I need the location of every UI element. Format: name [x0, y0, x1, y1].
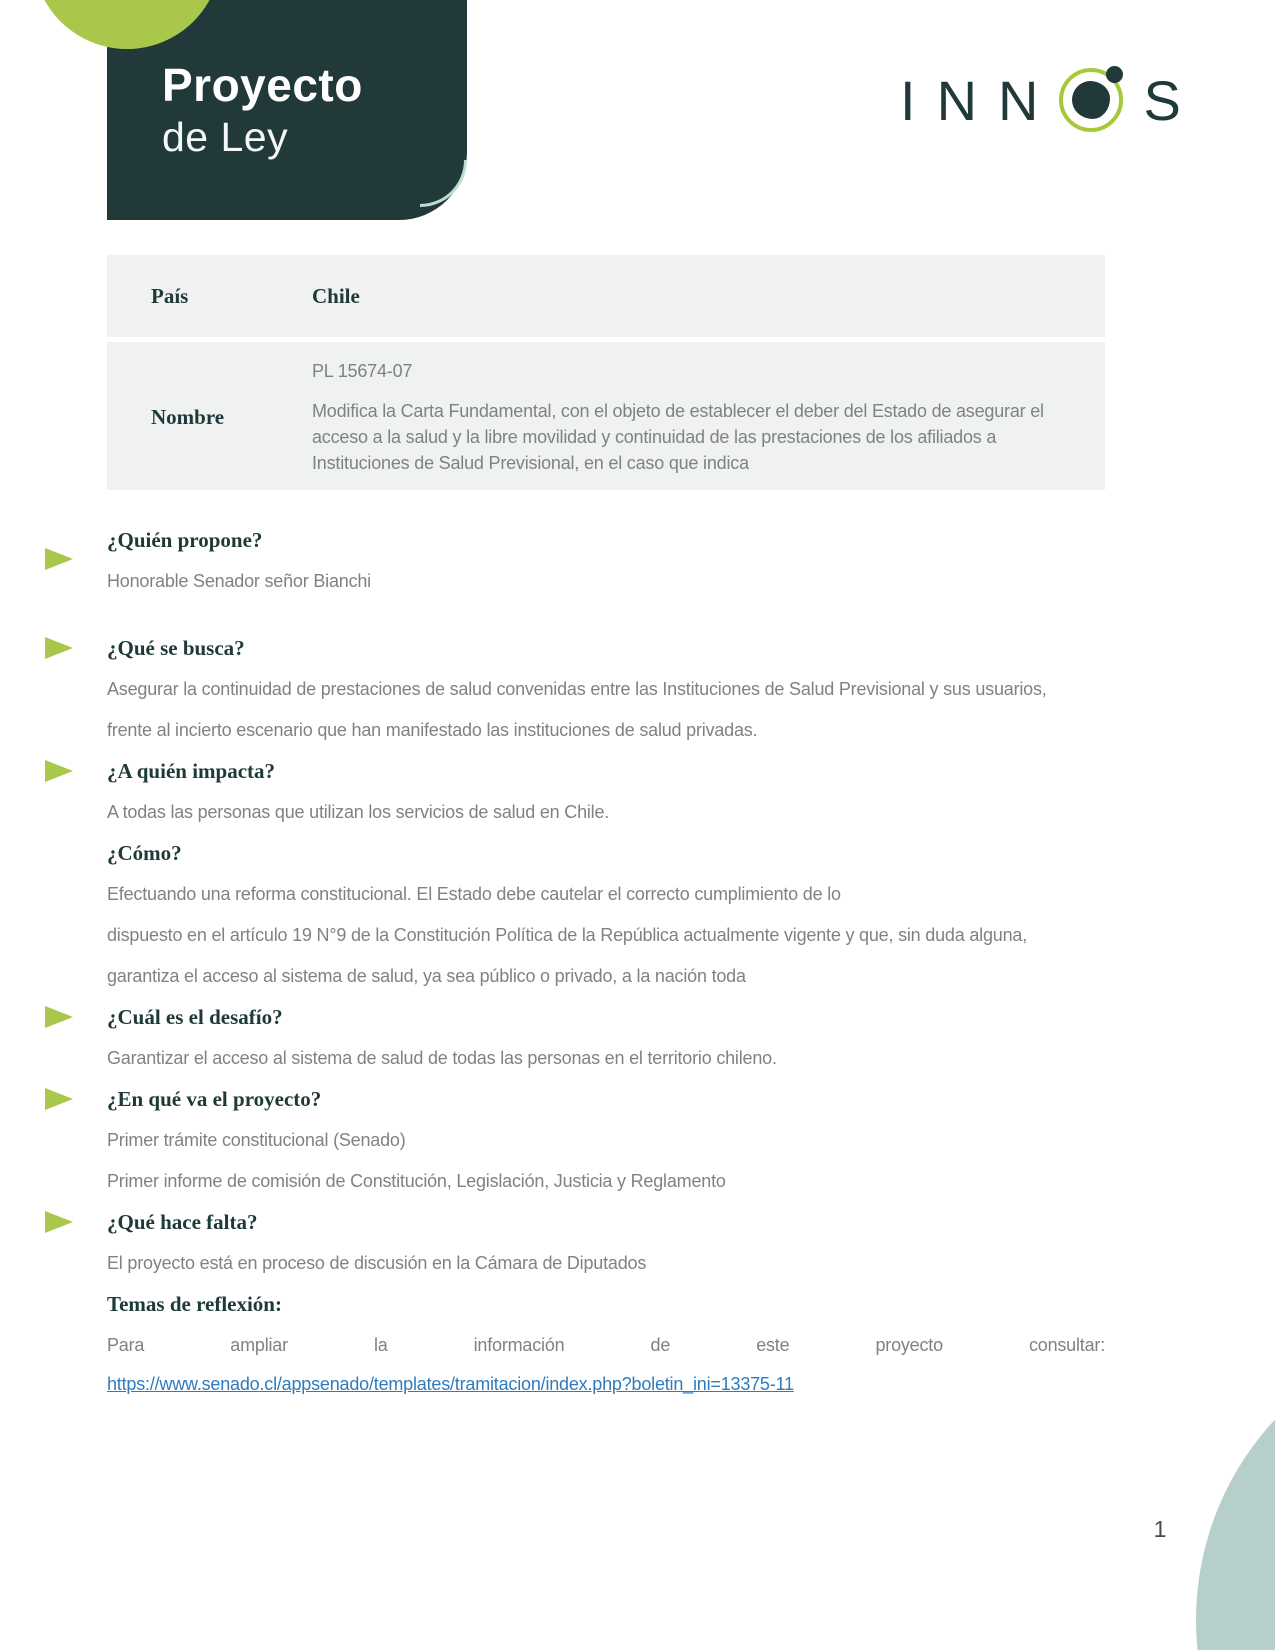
innos-o-icon — [1059, 68, 1123, 132]
section-a-quien-impacta — [107, 751, 1105, 833]
table-row-nombre — [107, 342, 1105, 490]
green-arrow-icon — [45, 548, 73, 570]
section-heading: ¿Qué se busca? — [107, 636, 245, 660]
bill-info-table — [107, 255, 1105, 490]
innos-o-satellite-dot — [1106, 66, 1123, 83]
bill-description-line: Modifica la Carta Fundamental, con el objeto de establecer el deber del Estado de asegurar el — [312, 401, 1044, 421]
green-arrow-icon — [45, 1211, 73, 1233]
bill-description-line: Instituciones de Salud Previsional, en el caso que indica — [312, 453, 749, 473]
logo-letter: N — [936, 68, 979, 132]
logo-letter: S — [1143, 68, 1182, 132]
page-number: 1 — [1153, 1516, 1167, 1542]
section-heading: ¿Cómo? — [107, 841, 182, 865]
section-que-se-busca — [107, 628, 1105, 751]
section-en-que-va-el-proyecto — [107, 1079, 1105, 1202]
logo-letter: N — [998, 68, 1040, 132]
innos-logo — [900, 60, 1182, 140]
pais-value: Chile — [312, 283, 360, 308]
section-heading: ¿A quién impacta? — [107, 759, 276, 783]
sage-circle-decoration — [1196, 1326, 1275, 1650]
badge-title: Proyecto — [162, 59, 363, 111]
decorative-arc — [354, 94, 487, 227]
innos-o-blob — [1072, 81, 1110, 119]
section-body-line: A todas las personas que utilizan los servicios de salud en Chile. — [107, 802, 610, 822]
section-body-line: Garantizar el acceso al sistema de salud de todas las personas en el territorio chileno. — [107, 1048, 777, 1068]
section-quien-propone — [107, 520, 1105, 602]
table-row-pais — [107, 255, 1105, 337]
section-body-line: Efectuando una reforma constitucional. El Estado debe cautelar el correcto cumplimiento de lo — [107, 884, 841, 904]
section-como — [107, 833, 1105, 997]
bill-description-line: acceso a la salud y la libre movilidad y continuidad de las prestaciones de los afiliados a — [312, 427, 997, 447]
bill-code: PL 15674-07 — [312, 361, 413, 381]
section-body-line: Primer informe de comisión de Constitución, Legislación, Justicia y Reglamento — [107, 1171, 726, 1191]
qa-sections — [107, 520, 1105, 1402]
section-body-line: Primer trámite constitucional (Senado) — [107, 1130, 406, 1150]
nombre-label: Nombre — [151, 404, 225, 429]
section-body-line: Asegurar la continuidad de prestaciones de salud convenidas entre las Instituciones de Salud Previsional y sus usuarios, — [107, 679, 1047, 699]
section-heading: ¿En qué va el proyecto? — [107, 1087, 322, 1111]
section-body-line: El proyecto está en proceso de discusión en la Cámara de Diputados — [107, 1253, 647, 1273]
section-heading: ¿Quién propone? — [107, 528, 263, 552]
section-body-line: dispuesto en el artículo 19 N°9 de la Constitución Política de la República actualmente vigente y que, sin duda alguna, — [107, 925, 1027, 945]
section-que-hace-falta — [107, 1202, 1105, 1284]
bill-description — [312, 398, 1075, 476]
section-heading: ¿Qué hace falta? — [107, 1210, 258, 1234]
nombre-value — [312, 358, 1105, 476]
green-arrow-icon — [45, 1006, 73, 1028]
badge-subtitle: de Ley — [162, 114, 289, 160]
section-temas-de-reflexion — [107, 1284, 1105, 1402]
senado-tramitacion-link[interactable]: https://www.senado.cl/appsenado/templates/tramitacion/index.php?boletin_ini=13375-11 — [107, 1374, 794, 1394]
green-arrow-icon — [45, 637, 73, 659]
section-heading: Temas de reflexión: — [107, 1292, 282, 1316]
logo-letter: I — [900, 68, 917, 132]
section-body-line: Honorable Senador señor Bianchi — [107, 571, 371, 591]
section-cual-es-el-desafio — [107, 997, 1105, 1079]
section-body-line: garantiza el acceso al sistema de salud, ya sea público o privado, a la nación toda — [107, 966, 746, 986]
pais-label: País — [151, 283, 189, 308]
green-arrow-icon — [45, 760, 73, 782]
green-arrow-icon — [45, 1088, 73, 1110]
section-justified-line: Para ampliar la información de este proyecto consultar: — [107, 1335, 1105, 1355]
section-body-line: frente al incierto escenario que han manifestado las instituciones de salud privadas. — [107, 720, 758, 740]
section-heading: ¿Cuál es el desafío? — [107, 1005, 283, 1029]
section-link-line — [107, 1366, 1105, 1402]
